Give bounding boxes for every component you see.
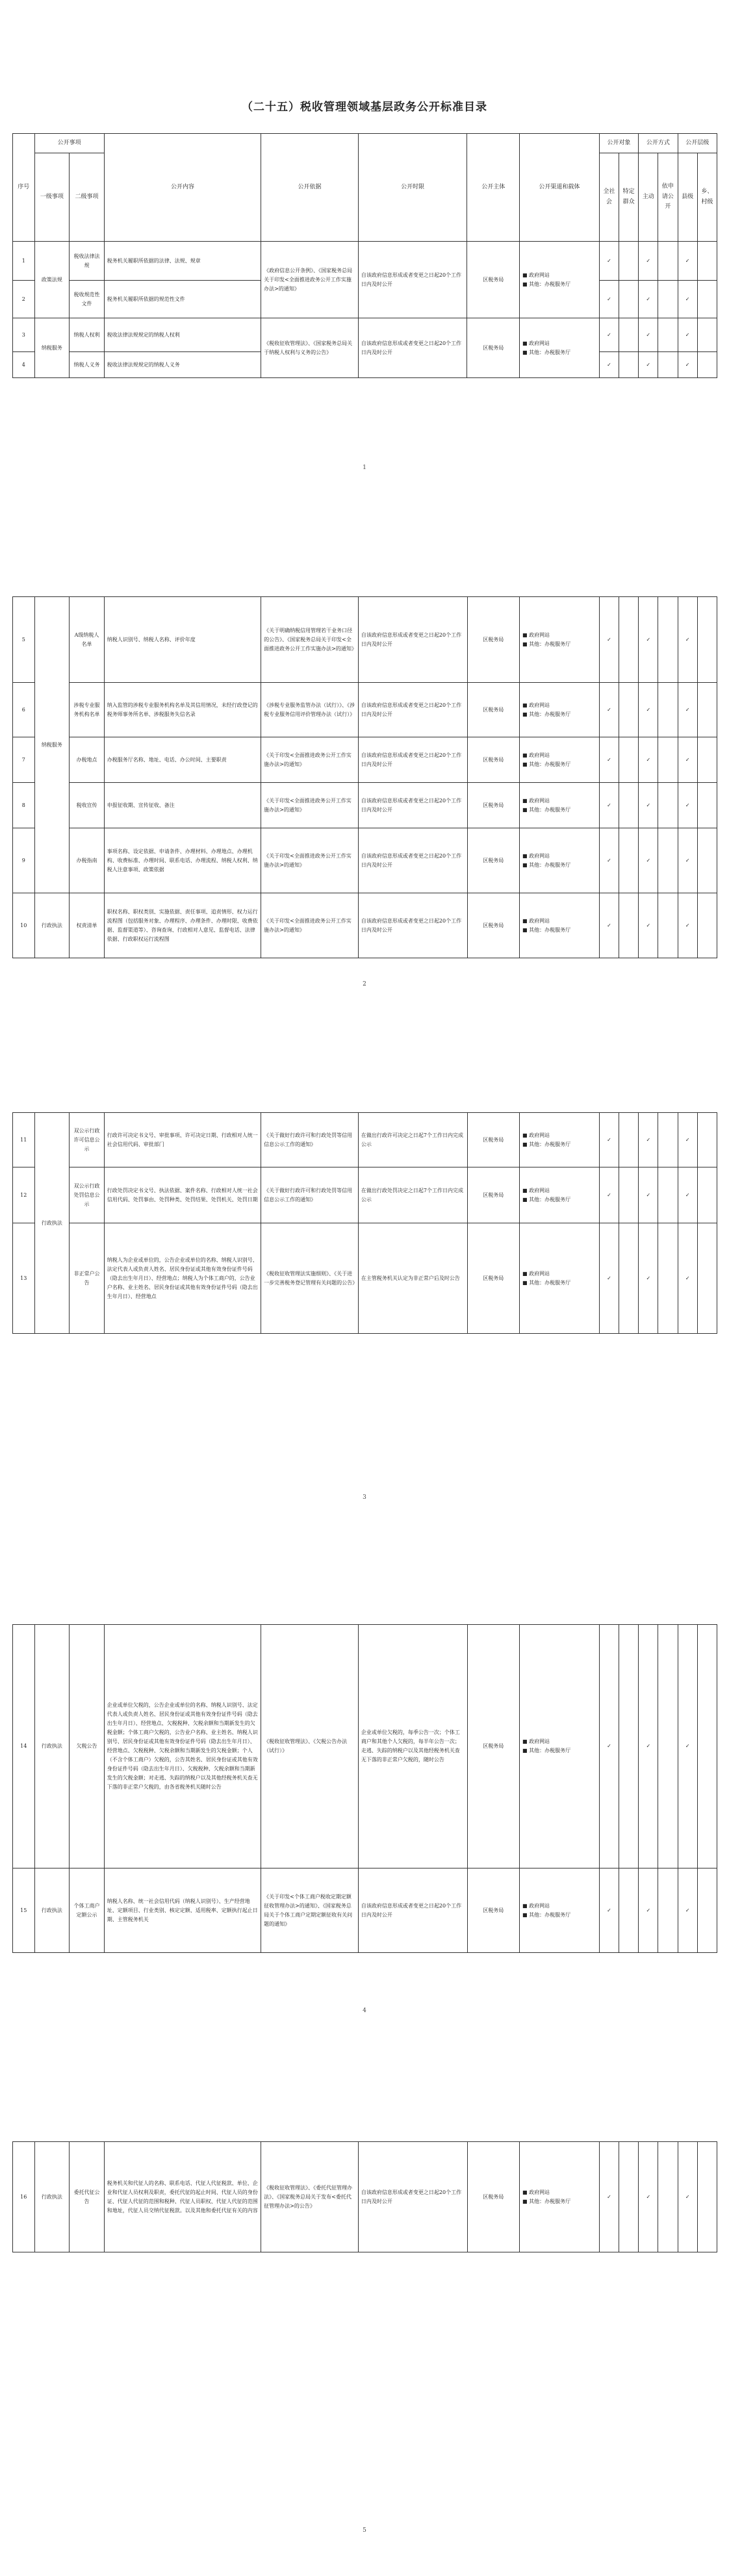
row-l2: 纳税人义务 xyxy=(70,352,105,378)
row-seq: 11 xyxy=(13,1113,35,1167)
table-row xyxy=(13,2142,717,2252)
row-channel: ■ 政府网站 ■ 其他：办税服务厅 xyxy=(519,828,599,893)
page-number: 4 xyxy=(363,2008,366,2014)
header-target-spec: 特定群众 xyxy=(619,153,639,242)
check-level-town xyxy=(697,828,717,893)
check-target-spec xyxy=(619,683,639,737)
table-row xyxy=(13,1868,717,1953)
table-row xyxy=(13,1113,717,1167)
header-level-town: 乡、村级 xyxy=(697,153,717,242)
header-basis: 公开依据 xyxy=(261,134,359,242)
header-level: 公开层级 xyxy=(678,134,717,153)
row-channel: ■ 政府网站 ■ 其他：办税服务厅 xyxy=(519,597,599,683)
check-method-apply xyxy=(658,737,678,783)
row-basis: 《关于印发<个体工商户税收定期定额征收管理办法>的通知》、《国家税务总局关于个体工商户定期定额征收有关问题的通知》 xyxy=(261,1868,359,1953)
row-seq: 12 xyxy=(13,1167,35,1223)
check-method-active: ✓ xyxy=(639,1625,658,1868)
row-basis: 《税收征收管理法》、《国家税务总局关于纳税人权利与义务的公告》 xyxy=(261,318,359,378)
row-time: 自该政府信息形成或者变更之日起20个工作日内及时公开 xyxy=(358,783,467,828)
check-method-apply xyxy=(658,242,678,281)
row-seq: 16 xyxy=(13,2142,35,2252)
catalog-table-page-3 xyxy=(12,1112,717,1334)
row-content: 纳入监管的涉税专业服务机构名单及其信用情况，未经行政登记的税务师事务所名单、涉税服务失信名录 xyxy=(104,683,261,737)
row-time: 在主管税务机关认定为非正常户后及时公告 xyxy=(358,1223,467,1334)
row-channel: ■ 政府网站 ■ 其他：办税服务厅 xyxy=(519,2142,599,2252)
check-target-spec xyxy=(619,242,639,281)
row-content: 纳税人名称、统一社会信用代码（纳税人识别号）、生产经营地址、定额项目、行业类别、核定定额、适用税率、定额执行起止日期、主管税务机关 xyxy=(104,1868,261,1953)
check-method-active: ✓ xyxy=(639,242,658,281)
row-l2: 欠税公告 xyxy=(70,1625,105,1868)
table-row xyxy=(13,683,717,737)
check-method-apply xyxy=(658,281,678,318)
row-seq: 8 xyxy=(13,783,35,828)
row-time: 自该政府信息形成或者变更之日起20个工作日内及时公开 xyxy=(358,242,467,318)
row-channel: ■ 政府网站 ■ 其他：办税服务厅 xyxy=(519,893,599,958)
check-method-active: ✓ xyxy=(639,1167,658,1223)
check-level-town xyxy=(697,281,717,318)
page-number: 2 xyxy=(363,981,366,988)
row-channel: ■ 政府网站 ■ 其他：办税服务厅 xyxy=(519,1223,599,1334)
row-l2: 纳税人权利 xyxy=(70,318,105,352)
row-seq: 5 xyxy=(13,597,35,683)
header-seq: 序号 xyxy=(13,134,35,242)
row-channel: ■ 政府网站 ■ 其他：办税服务厅 xyxy=(519,1167,599,1223)
row-seq: 6 xyxy=(13,683,35,737)
check-level-county: ✓ xyxy=(678,1113,697,1167)
check-target-all: ✓ xyxy=(599,281,619,318)
check-target-spec xyxy=(619,783,639,828)
check-level-county: ✓ xyxy=(678,783,697,828)
row-basis: 《关于印发<全面推进政务公开工作实施办法>的通知》 xyxy=(261,828,359,893)
check-target-all: ✓ xyxy=(599,1625,619,1868)
check-target-spec xyxy=(619,1113,639,1167)
row-basis: 《关于印发<全面推进政务公开工作实施办法>的通知》 xyxy=(261,737,359,783)
check-level-town xyxy=(697,1113,717,1167)
row-time: 自该政府信息形成或者变更之日起20个工作日内及时公开 xyxy=(358,737,467,783)
row-seq: 7 xyxy=(13,737,35,783)
table-row xyxy=(13,318,717,352)
check-target-spec xyxy=(619,1167,639,1223)
check-method-apply xyxy=(658,2142,678,2252)
check-target-spec xyxy=(619,1868,639,1953)
check-method-active: ✓ xyxy=(639,1113,658,1167)
row-basis: 《政府信息公开条例》、《国家税务总局关于印发<全面推进政务公开工作实施办法>的通知》 xyxy=(261,242,359,318)
header-items: 公开事项 xyxy=(34,134,104,153)
row-l2: 办税地点 xyxy=(70,737,105,783)
check-method-active: ✓ xyxy=(639,828,658,893)
check-method-apply xyxy=(658,683,678,737)
check-target-spec xyxy=(619,352,639,378)
row-content: 事项名称、设定依据、申请条件、办理材料、办理地点、办理机构、收费标准、办理时间、联系电话、办理流程、纳税人权利、纳税人注意事项、政策依据 xyxy=(104,828,261,893)
check-level-town xyxy=(697,1167,717,1223)
check-target-all: ✓ xyxy=(599,597,619,683)
catalog-table-page-4 xyxy=(12,1624,717,1953)
check-method-apply xyxy=(658,597,678,683)
row-l2: 税收法律法规 xyxy=(70,242,105,281)
header-subject: 公开主体 xyxy=(467,134,519,242)
check-target-all: ✓ xyxy=(599,318,619,352)
row-l1: 行政执法 xyxy=(34,893,70,958)
row-channel: ■ 政府网站 ■ 其他：办税服务厅 xyxy=(519,783,599,828)
row-seq: 14 xyxy=(13,1625,35,1868)
table-row xyxy=(13,1625,717,1868)
row-l2: 税收规范性文件 xyxy=(70,281,105,318)
row-basis: 《税收征收管理法实施细则》、《关于进一步完善税务登记管理有关问题的公告》 xyxy=(261,1223,359,1334)
page-number: 5 xyxy=(363,2527,366,2534)
check-method-apply xyxy=(658,1625,678,1868)
row-l2: 个体工商户定额公示 xyxy=(70,1868,105,1953)
check-level-town xyxy=(697,893,717,958)
check-level-county: ✓ xyxy=(678,1868,697,1953)
check-target-all: ✓ xyxy=(599,2142,619,2252)
check-target-spec xyxy=(619,597,639,683)
row-l2: 双公示行政处罚信息公示 xyxy=(70,1167,105,1223)
check-method-apply xyxy=(658,828,678,893)
row-l2: 双公示行政许可信息公示 xyxy=(70,1113,105,1167)
row-l2: A级纳税人名单 xyxy=(70,597,105,683)
row-subject: 区税务局 xyxy=(467,783,519,828)
row-content: 税务机关和代征人的名称、联系电话、代征人代征税款、单位、企业和代征人员权利及职责，委托代征的起止时间、代征人员的身份证、代征人代征的范围和税种、代征人员职权、代征人代征的范围和地址，代征人员交纳代征税款。以及其他和委托代征有关的内容 xyxy=(104,2142,261,2252)
check-target-spec xyxy=(619,893,639,958)
row-l2: 非正常户公告 xyxy=(70,1223,105,1334)
row-content: 税收法律法规规定的纳税人权利 xyxy=(104,318,261,352)
row-content: 行政处罚决定书文号、执法依据、案件名称、行政相对人统一社会信用代码、处罚事由、处罚种类、处罚结果、处罚机关、处罚日期 xyxy=(104,1167,261,1223)
check-method-active: ✓ xyxy=(639,683,658,737)
row-subject: 区税务局 xyxy=(467,318,519,378)
catalog-table-page-5 xyxy=(12,2141,717,2252)
row-subject: 区税务局 xyxy=(467,1113,519,1167)
row-channel: ■ 政府网站 ■ 其他：办税服务厅 xyxy=(519,737,599,783)
row-subject: 区税务局 xyxy=(467,242,519,318)
row-l1: 行政执法 xyxy=(34,1113,70,1334)
row-channel: ■ 政府网站 ■ 其他：办税服务厅 xyxy=(519,242,599,318)
check-level-town xyxy=(697,737,717,783)
header-method: 公开方式 xyxy=(639,134,678,153)
check-method-apply xyxy=(658,783,678,828)
check-target-all: ✓ xyxy=(599,1113,619,1167)
check-method-active: ✓ xyxy=(639,281,658,318)
row-channel: ■ 政府网站 ■ 其他：办税服务厅 xyxy=(519,318,599,378)
row-content: 纳税人为企业或单位的，公告企业或单位的名称、纳税人识别号、法定代表人或负责人姓名、居民身份证或其他有效身份证件号码（隐去出生年月日）、经营地点；纳税人为个体工商户的，公告业户名称、业主姓名、居民身份证或其他有效身份证件号码（隐去出生年月日）、经营地点 xyxy=(104,1223,261,1334)
check-method-apply xyxy=(658,1167,678,1223)
check-method-active: ✓ xyxy=(639,1868,658,1953)
row-basis: 《关于做好行政许可和行政处罚等信用信息公示工作的通知》 xyxy=(261,1167,359,1223)
row-basis: 《关于印发<全面推进政务公开工作实施办法>的通知》 xyxy=(261,783,359,828)
row-subject: 区税务局 xyxy=(467,1167,519,1223)
check-target-all: ✓ xyxy=(599,1223,619,1334)
row-time: 自该政府信息形成或者变更之日起20个工作日内及时公开 xyxy=(358,2142,467,2252)
check-level-town xyxy=(697,352,717,378)
check-level-county: ✓ xyxy=(678,318,697,352)
check-level-town xyxy=(697,683,717,737)
row-time: 自该政府信息形成或者变更之日起20个工作日内及时公开 xyxy=(358,828,467,893)
row-subject: 区税务局 xyxy=(467,597,519,683)
check-method-active: ✓ xyxy=(639,737,658,783)
check-level-town xyxy=(697,597,717,683)
check-method-apply xyxy=(658,318,678,352)
row-channel: ■ 政府网站 ■ 其他：办税服务厅 xyxy=(519,683,599,737)
row-content: 办税服务厅名称、地址、电话、办公时间、主要职责 xyxy=(104,737,261,783)
check-method-apply xyxy=(658,1868,678,1953)
row-l2: 权责清单 xyxy=(70,893,105,958)
check-target-all: ✓ xyxy=(599,828,619,893)
header-l1: 一级事项 xyxy=(34,153,70,242)
check-level-town xyxy=(697,242,717,281)
table-row xyxy=(13,1167,717,1223)
row-time: 自该政府信息形成或者变更之日起20个工作日内及时公开 xyxy=(358,1868,467,1953)
row-channel: ■ 政府网站 ■ 其他：办税服务厅 xyxy=(519,1868,599,1953)
check-level-county: ✓ xyxy=(678,1167,697,1223)
row-content: 企业或单位欠税的，公告企业或单位的名称、纳税人识别号、法定代表人或负责人姓名、居民身份证或其他有效身份证件号码（隐去出生年月日）、经营地点、欠税税种、欠税余额和当期新发生的欠税金额；个体工商户欠税的，公告业户名称、业主姓名、纳税人识别号、居民身份证或其他有效身份证件号码（隐去出生年月日）、经营地点、欠税税种、欠税余额和当期新发生的欠税金额；个人（不含个体工商户）欠税的，公告其姓名、居民身份证或其他有效身份证件号码（隐去出生年月日）、欠税税种、欠税余额和当期新发生的欠税金额；对走逃、失踪的纳税户以及其他经税务机关查无下落的非正常户欠税的，由各省税务机关随时公告 xyxy=(104,1625,261,1868)
row-content: 职权名称、职权类别、实施依据、责任事项、追责情形、权力运行流程图（包括服务对象、办理程序、办理条件、办理时限、收费依据、监督渠道等）、咨询查询、行政相对人意见、监督电话、法律依据、行政职权运行流程图 xyxy=(104,893,261,958)
check-level-town xyxy=(697,2142,717,2252)
check-target-all: ✓ xyxy=(599,352,619,378)
check-method-apply xyxy=(658,893,678,958)
check-level-county: ✓ xyxy=(678,1223,697,1334)
row-basis: 《关于明确纳税信用管理若干业务口径的公告》、《国家税务总局关于印发<全面推进政务公开工作实施办法>的通知》 xyxy=(261,597,359,683)
check-level-county: ✓ xyxy=(678,2142,697,2252)
row-subject: 区税务局 xyxy=(467,683,519,737)
check-target-all: ✓ xyxy=(599,783,619,828)
row-time: 企业或单位欠税的，每季公告一次；个体工商户和其他个人欠税的，每半年公告一次；走逃、失踪的纳税户以及其他经税务机关查无下落的非正常户欠税的，随时公告 xyxy=(358,1625,467,1868)
row-subject: 区税务局 xyxy=(467,893,519,958)
table-row xyxy=(13,828,717,893)
row-content: 行政许可决定书文号、审批事项、许可决定日期、行政相对人统一社会信用代码、审批部门 xyxy=(104,1113,261,1167)
check-level-county: ✓ xyxy=(678,683,697,737)
row-l2: 涉税专业服务机构名单 xyxy=(70,683,105,737)
check-target-all: ✓ xyxy=(599,737,619,783)
row-seq: 15 xyxy=(13,1868,35,1953)
page-title: （二十五）税收管理领域基层政务公开标准目录 xyxy=(242,101,487,114)
row-subject: 区税务局 xyxy=(467,1223,519,1334)
row-l1: 政策法规 xyxy=(34,242,70,318)
check-method-apply xyxy=(658,352,678,378)
row-channel: ■ 政府网站 ■ 其他：办税服务厅 xyxy=(519,1625,599,1868)
row-basis: 《涉税专业服务监管办法（试行）》、《涉税专业服务信用评价管理办法（试行）》 xyxy=(261,683,359,737)
check-level-county: ✓ xyxy=(678,242,697,281)
check-target-all: ✓ xyxy=(599,1167,619,1223)
row-subject: 区税务局 xyxy=(467,828,519,893)
row-seq: 13 xyxy=(13,1223,35,1334)
row-content: 税务机关履职所依据的法律、法规、规章 xyxy=(104,242,261,281)
check-level-town xyxy=(697,1223,717,1334)
catalog-table-page-1 xyxy=(12,133,717,378)
check-target-all: ✓ xyxy=(599,242,619,281)
row-time: 自该政府信息形成或者变更之日起20个工作日内及时公开 xyxy=(358,318,467,378)
header-time: 公开时限 xyxy=(358,134,467,242)
header-target-all: 全社会 xyxy=(599,153,619,242)
header-method-active: 主动 xyxy=(639,153,658,242)
check-method-active: ✓ xyxy=(639,352,658,378)
check-level-county: ✓ xyxy=(678,893,697,958)
row-basis: 《关于做好行政许可和行政处罚等信用信息公示工作的通知》 xyxy=(261,1113,359,1167)
header-content: 公开内容 xyxy=(104,134,261,242)
row-seq: 9 xyxy=(13,828,35,893)
row-subject: 区税务局 xyxy=(467,1868,519,1953)
row-time: 在做出行政处罚决定之日起7个工作日内完成公示 xyxy=(358,1167,467,1223)
check-target-all: ✓ xyxy=(599,893,619,958)
row-basis: 《税收征收管理法》、《欠税公告办法（试行）》 xyxy=(261,1625,359,1868)
check-level-town xyxy=(697,318,717,352)
check-method-active: ✓ xyxy=(639,318,658,352)
row-time: 自该政府信息形成或者变更之日起20个工作日内及时公开 xyxy=(358,683,467,737)
table-row xyxy=(13,783,717,828)
header-l2: 二级事项 xyxy=(70,153,105,242)
check-method-active: ✓ xyxy=(639,597,658,683)
check-target-spec xyxy=(619,318,639,352)
row-seq: 4 xyxy=(13,352,35,378)
table-row xyxy=(13,242,717,281)
row-time: 在做出行政许可决定之日起7个工作日内完成公示 xyxy=(358,1113,467,1167)
row-content: 纳税人识别号、纳税人名称、评价年度 xyxy=(104,597,261,683)
header-channel: 公开渠道和载体 xyxy=(519,134,599,242)
check-level-county: ✓ xyxy=(678,597,697,683)
header-method-apply: 依申请公开 xyxy=(658,153,678,242)
row-subject: 区税务局 xyxy=(467,737,519,783)
check-target-spec xyxy=(619,828,639,893)
check-level-county: ✓ xyxy=(678,281,697,318)
catalog-table-page-2 xyxy=(12,596,717,958)
row-content: 税务机关履职所依据的规范性文件 xyxy=(104,281,261,318)
page-number: 3 xyxy=(363,1494,366,1501)
row-l2: 委托代征公告 xyxy=(70,2142,105,2252)
row-l2: 办税指南 xyxy=(70,828,105,893)
check-level-county: ✓ xyxy=(678,352,697,378)
check-method-active: ✓ xyxy=(639,783,658,828)
row-subject: 区税务局 xyxy=(467,1625,519,1868)
row-l1: 行政执法 xyxy=(34,1868,70,1953)
row-subject: 区税务局 xyxy=(467,2142,519,2252)
row-l2: 税收宣传 xyxy=(70,783,105,828)
row-channel: ■ 政府网站 ■ 其他：办税服务厅 xyxy=(519,1113,599,1167)
check-method-apply xyxy=(658,1223,678,1334)
table-row xyxy=(13,737,717,783)
check-level-county: ✓ xyxy=(678,828,697,893)
check-target-all: ✓ xyxy=(599,683,619,737)
check-target-spec xyxy=(619,1223,639,1334)
check-method-active: ✓ xyxy=(639,1223,658,1334)
check-target-spec xyxy=(619,281,639,318)
row-content: 税收法律法规规定的纳税人义务 xyxy=(104,352,261,378)
row-basis: 《税收征收管理法》、《委托代征管理办法》、《国家税务总局关于发布<委托代征管理办法>的公告》 xyxy=(261,2142,359,2252)
row-l1: 行政执法 xyxy=(34,2142,70,2252)
row-time: 自该政府信息形成或者变更之日起20个工作日内及时公开 xyxy=(358,597,467,683)
check-target-all: ✓ xyxy=(599,1868,619,1953)
row-seq: 2 xyxy=(13,281,35,318)
check-target-spec xyxy=(619,737,639,783)
check-level-town xyxy=(697,783,717,828)
row-l1: 行政执法 xyxy=(34,1625,70,1868)
header-target: 公开对象 xyxy=(599,134,638,153)
check-target-spec xyxy=(619,1625,639,1868)
row-time: 自该政府信息形成或者变更之日起20个工作日内及时公开 xyxy=(358,893,467,958)
check-target-spec xyxy=(619,2142,639,2252)
check-level-county: ✓ xyxy=(678,1625,697,1868)
row-seq: 10 xyxy=(13,893,35,958)
header-level-county: 县级 xyxy=(678,153,697,242)
check-level-county: ✓ xyxy=(678,737,697,783)
page-number: 1 xyxy=(363,465,366,471)
check-level-town xyxy=(697,1625,717,1868)
row-seq: 3 xyxy=(13,318,35,352)
check-method-apply xyxy=(658,1113,678,1167)
row-l1: 纳税服务 xyxy=(34,597,70,893)
row-seq: 1 xyxy=(13,242,35,281)
table-row xyxy=(13,893,717,958)
row-l1: 纳税服务 xyxy=(34,318,70,378)
table-row xyxy=(13,597,717,683)
check-level-town xyxy=(697,1868,717,1953)
check-method-active: ✓ xyxy=(639,2142,658,2252)
table-row xyxy=(13,1223,717,1334)
check-method-active: ✓ xyxy=(639,893,658,958)
row-content: 申报征收期、宣传征收、备注 xyxy=(104,783,261,828)
row-basis: 《关于印发<全面推进政务公开工作实施办法>的通知》 xyxy=(261,893,359,958)
